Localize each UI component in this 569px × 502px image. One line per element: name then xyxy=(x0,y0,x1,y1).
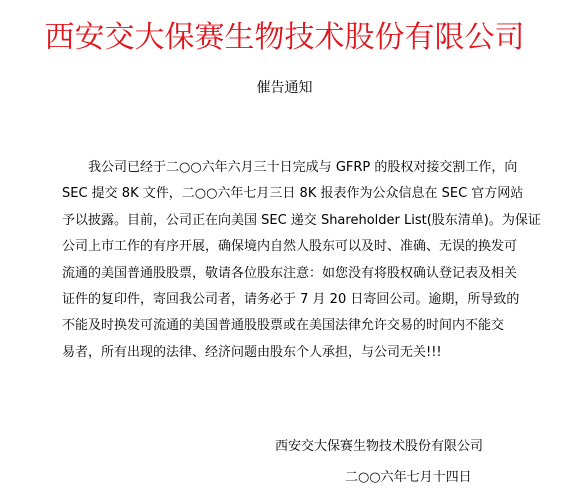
notice-body xyxy=(62,155,541,366)
date: 二○○六年七月十四日 xyxy=(345,470,472,485)
notice-title: 催告通知 xyxy=(256,80,313,96)
signature: 西安交大保赛生物技术股份有限公司 xyxy=(275,439,484,454)
body-line: 公司上市工作的有序开展，确保境内自然人股东可以及时、准确、无误的换发可 xyxy=(62,239,518,255)
body-line: 证件的复印件，寄回我公司者，请务必于 7 月 20 日寄回公司。逾期，所导致的 xyxy=(62,292,520,308)
body-line: 不能及时换发可流通的美国普通股股票或在美国法律允许交易的时间内不能交 xyxy=(62,318,505,334)
body-line: 我公司已经于二○○六年六月三十日完成与 GFRP 的股权对接交割工作，向 xyxy=(88,160,518,175)
company-title: 西安交大保赛生物技术股份有限公司 xyxy=(44,20,525,55)
body-line: SEC 提交 8K 文件，二○○六年七月三日 8K 报表作为公众信息在 SEC 官方网站 xyxy=(62,186,524,202)
body-line: 流通的美国普通股股票，敬请各位股东注意：如您没有将股权确认登记表及相关 xyxy=(62,265,518,281)
body-line: 易者，所有出现的法律、经济问题由股东个人承担，与公司无关!!! xyxy=(62,344,442,360)
body-line: 予以披露。目前，公司正在向美国 SEC 递交 Shareholder List(股东清单)。为保证 xyxy=(62,212,541,228)
